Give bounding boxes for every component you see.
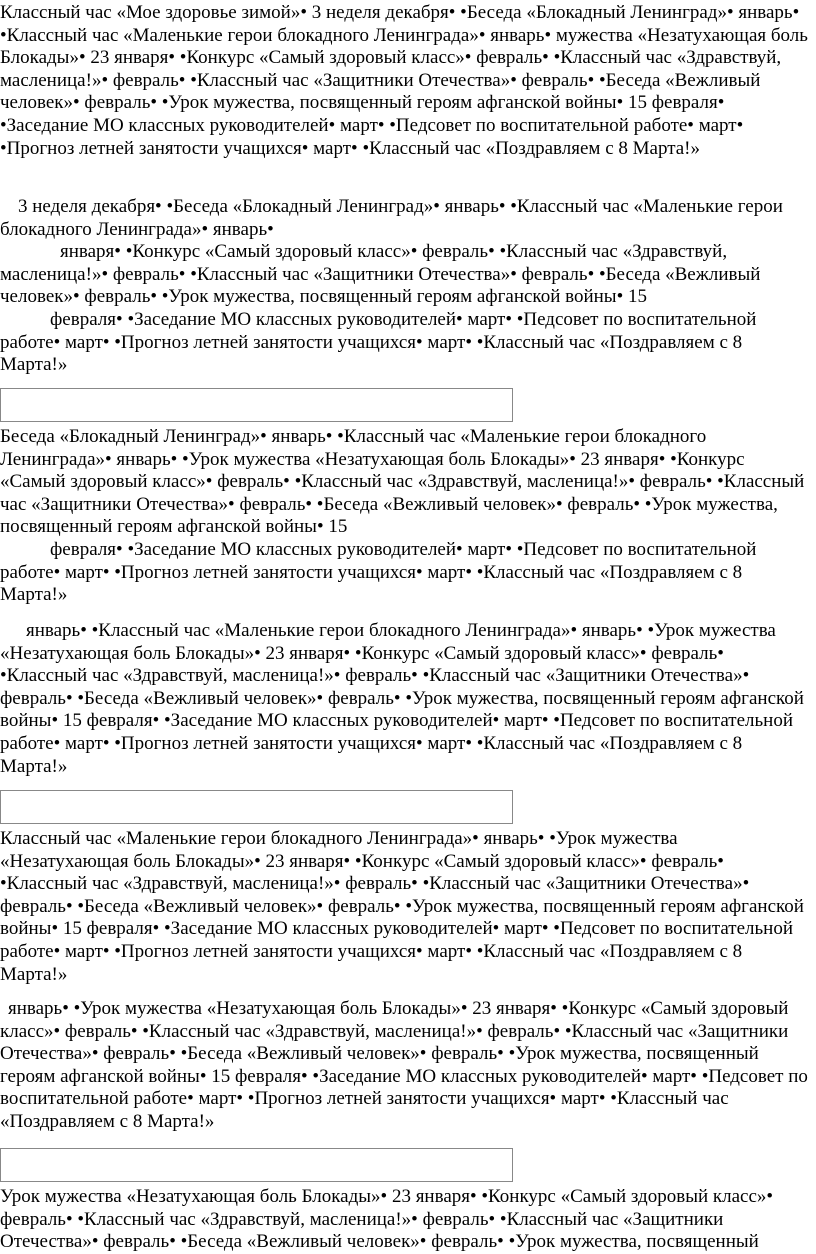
paragraph-4: январь• •Классный час «Маленькие герои блокадного Ленинграда»• январь• •Урок мужества «Незатухающая боль Блокады»• 23 января• •Конкурс «Самый здоровый класс»• февраль• •Классный час «Здравствуй, масленица!»• февраль• •Классный час «Защитники Отечества»• февраль• •Беседа «Вежливый человек»• февраль• •Урок мужества, посвященный героям афганской войны• 15 февраля• •Заседание МО классных руководителей• март• •Педсовет по воспитательной работе• март• •Прогноз летней занятости учащихся• март• •Классный час «Поздравляем с 8 Марта!» — [0, 620, 804, 777]
paragraph-2-part-b: января• •Конкурс «Самый здоровый класс»• февраль• •Классный час «Здравствуй, масленица!»• февраль• •Классный час «Защитники Отечества»• февраль• •Беседа «Вежливый человек»• февраль• •Урок мужества, посвященный героям афганской войны• 15 — [0, 241, 761, 308]
paragraph-3 — [0, 426, 808, 607]
paragraph-3-part-b: февраля• •Заседание МО классных руководителей• март• •Педсовет по воспитательной работе• март• •Прогноз летней занятости учащихся• март• •Классный час «Поздравляем с 8 Марта!» — [0, 538, 757, 606]
separator-box-1 — [0, 388, 513, 422]
paragraph-6: январь• •Урок мужества «Незатухающая боль Блокады»• 23 января• •Конкурс «Самый здоровый класс»• февраль• •Классный час «Здравствуй, масленица!»• февраль• •Классный час «Защитники Отечества»• февраль• •Беседа «Вежливый человек»• февраль• •Урок мужества, посвященный героям афганской войны• 15 февраля• •Заседание МО классных руководителей• март• •Педсовет по воспитательной работе• март• •Прогноз летней занятости учащихся• март• •Классный час «Поздравляем с 8 Марта!» — [0, 998, 808, 1132]
paragraph-2-part-a: 3 неделя декабря• •Беседа «Блокадный Ленинград»• январь• •Классный час «Маленькие герои блокадного Ленинграда»• январь• — [0, 196, 783, 240]
separator-box-3 — [0, 1148, 513, 1182]
paragraph-3-part-a: Беседа «Блокадный Ленинград»• январь• •Классный час «Маленькие герои блокадного Ленинграда»• январь• •Урок мужества «Незатухающая боль Блокады»• 23 января• •Конкурс «Самый здоровый класс»• февраль• •Классный час «Здравствуй, масленица!»• февраль• •Классный час «Защитники Отечества»• февраль• •Беседа «Вежливый человек»• февраль• •Урок мужества, посвященный героям афганской войны• 15 — [0, 426, 805, 538]
paragraph-5: Классный час «Маленькие герои блокадного Ленинграда»• январь• •Урок мужества «Незатухающая боль Блокады»• 23 января• •Конкурс «Самый здоровый класс»• февраль• •Классный час «Здравствуй, масленица!»• февраль• •Классный час «Защитники Отечества»• февраль• •Беседа «Вежливый человек»• февраль• •Урок мужества, посвященный героям афганской войны• 15 февраля• •Заседание МО классных руководителей• март• •Педсовет по воспитательной работе• март• •Прогноз летней занятости учащихся• март• •Классный час «Поздравляем с 8 Марта!» — [0, 828, 804, 985]
separator-box-2 — [0, 790, 513, 824]
paragraph-2 — [0, 196, 808, 377]
paragraph-2-part-c: февраля• •Заседание МО классных руководителей• март• •Педсовет по воспитательной работе• март• •Прогноз летней занятости учащихся• март• •Классный час «Поздравляем с 8 Марта!» — [0, 308, 757, 376]
paragraph-1: Классный час «Мое здоровье зимой»• 3 неделя декабря• •Беседа «Блокадный Ленинград»• январь• •Классный час «Маленькие герои блокадного Ленинграда»• январь• мужества «Незатухающая боль Блокады»• 23 января• •Конкурс «Самый здоровый класс»• февраль• •Классный час «Здравствуй, масленица!»• февраль• •Классный час «Защитники Отечества»• февраль• •Беседа «Вежливый человек»• февраль• •Урок мужества, посвященный героям афганской войны• 15 февраля• •Заседание МО классных руководителей• март• •Педсовет по воспитательной работе• март• •Прогноз летней занятости учащихся• март• •Классный час «Поздравляем с 8 Марта!» — [0, 2, 808, 159]
paragraph-7: Урок мужества «Незатухающая боль Блокады»• 23 января• •Конкурс «Самый здоровый класс»• февраль• •Классный час «Здравствуй, масленица!»• февраль• •Классный час «Защитники Отечества»• февраль• •Беседа «Вежливый человек»• февраль• •Урок мужества, посвященный — [0, 1186, 774, 1253]
